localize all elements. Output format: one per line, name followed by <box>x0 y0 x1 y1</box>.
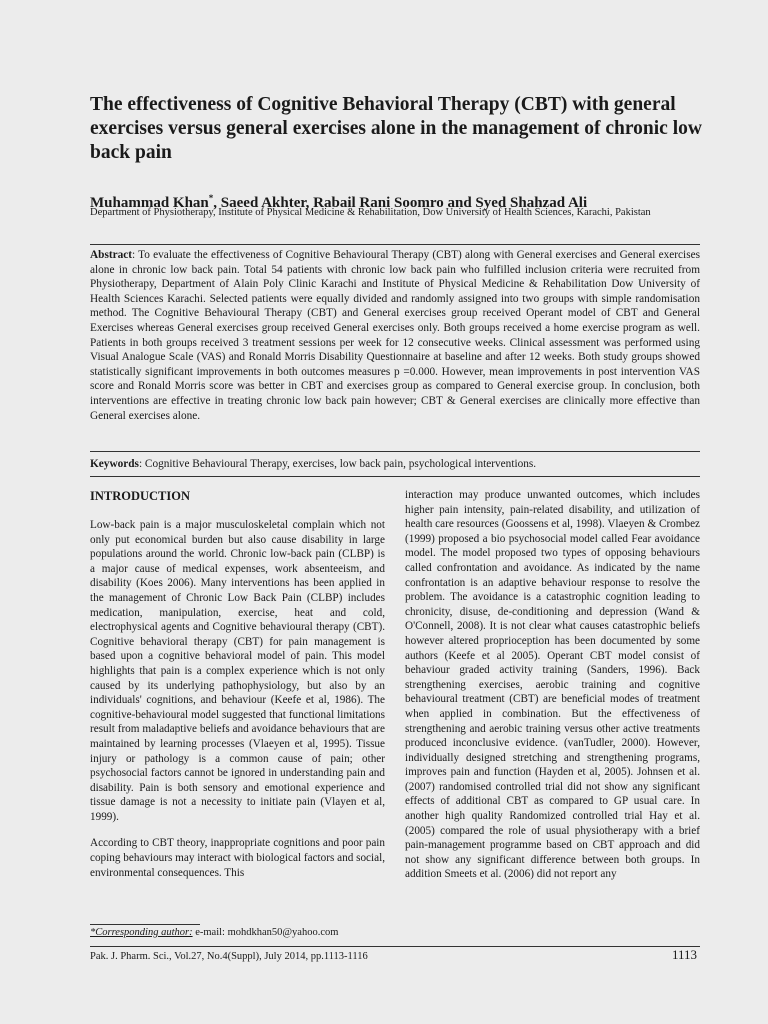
affiliation: Department of Physiotherapy, Institute of Physical Medicine & Rehabilitation, Dow University of Health Sciences, Karachi, Pakistan <box>90 207 651 218</box>
intro-paragraph-right: interaction may produce unwanted outcomes, which includes higher pain intensity, pain-related disability, and utilization of health care resources (Goossens et al, 1998). Vlaeyen & Crombez (1999) proposed a bio psychosocial model called Fear avoidance model. The model proposed two types of opposing behaviours called confrontation and avoidance. As indicated by the name confrontation is an adaptive behaviour response to resolve the problem. The avoidance is a catastrophic cognition leading to chronicity, disuse, de-conditioning and depression (Wand & O'Connell, 2008). It is not clear what causes catastrophic beliefs however altered proprioception has been documented by some authors (Keefe et al 2005). Operant CBT model consist of behaviour graded activity training (Sanders, 1996). Back strengthening exercises, aerobic training and cognitive behavioural treatment (CBT) are beneficial modes of treatment when applied in combination. But the effectiveness of strengthening and aerobic training versus other active treatments produced inconclusive evidence. (vanTudler, 2000). However, individually designed stretching and strengthening programs, improves pain and function (Hayden et al, 2005). Johnsen et al. (2007) randomised controlled trial did not show any significant effects of additional CBT as compared to GP usual care. In another high quality Randomized controlled trial Hay et al. (2005) compared the role of usual physiotherapy with a brief pain-management programme based on CBT approach and did not show any significant difference between both groups. In addition Smeets et al. (2006) did not report any <box>405 489 700 881</box>
keywords-label: Keywords <box>90 458 139 470</box>
corresponding-mark: * <box>208 193 214 203</box>
first-author: Muhammad Khan <box>90 195 209 211</box>
section-heading-introduction: INTRODUCTION <box>90 489 191 503</box>
footnote-email: e-mail: mohdkhan50@yahoo.com <box>192 927 339 938</box>
corresponding-author-footnote <box>90 926 390 939</box>
abstract-text: : To evaluate the effectiveness of Cognitive Behavioural Therapy (CBT) along with General exercises and General exercises alone in chronic low back pain. Total 54 patients with chronic low back pain who fulfilled inclusion criteria were recruited from Physiotherapy, Department of Alain Poly Clinic Karachi and Institute of Physical Medicine & Rehabilitation Dow University of Health Sciences Karachi. Selected patients were equally divided and randomly assigned into two groups with simple randomisation method. The Cognitive Behavioural Therapy (CBT) and General exercises group received Operant model of CBT and General Exercises whereas General exercises group received General exercises only. Both groups received a home exercise program as well. Patients in both groups received 3 treatment sessions per week for 12 consecutive weeks. Clinical assessment was performed using Visual Analogue Scale (VAS) and Ronald Morris Disability Questionnaire at baseline and after 12 weeks. Both study groups showed statistically significant improvements in both outcomes measures p =0.000. However, mean improvements in post intervention VAS score and Ronald Morris score was better in CBT and exercises group as compared to General exercise group. In conclusion, both interventions are effective in treating chronic low back pain however; CBT & General exercises are clinically more effective than General exercises alone. <box>90 249 700 422</box>
right-column <box>405 488 700 894</box>
intro-paragraph-2: According to CBT theory, inappropriate cognitions and poor pain coping behaviours may interact with biological factors and social, environmental consequences. This <box>90 837 385 879</box>
abstract-top-rule <box>90 244 700 245</box>
keywords <box>90 457 700 471</box>
abstract-label: Abstract <box>90 249 133 261</box>
footer-rule <box>90 946 700 947</box>
keywords-text: : Cognitive Behavioural Therapy, exercises, low back pain, psychological interventions. <box>138 458 537 470</box>
abstract-bottom-rule <box>90 451 700 452</box>
footnote-rule <box>90 924 200 925</box>
paper-title: The effectiveness of Cognitive Behavioral Therapy (CBT) with general exercises versus general exercises alone in the management of chronic low back pain <box>90 94 702 163</box>
intro-paragraph-1: Low-back pain is a major musculoskeletal complain which not only put economical burden but also cause disability in large populations around the world. Chronic low-back pain (CLBP) is a major cause of medical expenses, work absenteeism, and disability (Koes 2006). Many interventions has been applied in the management of Chronic Low Back Pain (CLBP) includes medication, manipulation, exercise, heat and cold, electrophysical agents and Cognitive behavioural therapy (CBT). Cognitive behavioral therapy (CBT) for pain management is based upon a cognitive behavioral model of pain. This model highlights that pain is a complex experience which is not only caused by its underlying pathophysiology, but also by an individuals' cognitions, and behaviour (Keefe et al, 1986). The cognitive-behavioural model suggested that functional limitations result from maladaptive beliefs and avoidance behaviours that are maintained by learning processes (Vlaeyen et al, 1995). Tissue injury or pathology is a common cause of pain; other psychosocial factors cannot be ignored in understanding pain and disability. Pain is both sensory and emotional experience and tissue damage is not a necessity to initiate pain (Vlayen et al, 1999). <box>90 519 385 823</box>
journal-citation: Pak. J. Pharm. Sci., Vol.27, No.4(Suppl), July 2014, pp.1113-1116 <box>90 951 368 962</box>
left-column <box>90 488 385 892</box>
keywords-bottom-rule <box>90 476 700 477</box>
footnote-label: *Corresponding author: <box>90 927 193 938</box>
page-number: 1113 <box>672 947 698 962</box>
abstract <box>90 248 700 423</box>
other-authors: , Saeed Akhter, Rabail Rani Soomro and Syed Shahzad Ali <box>213 195 588 211</box>
